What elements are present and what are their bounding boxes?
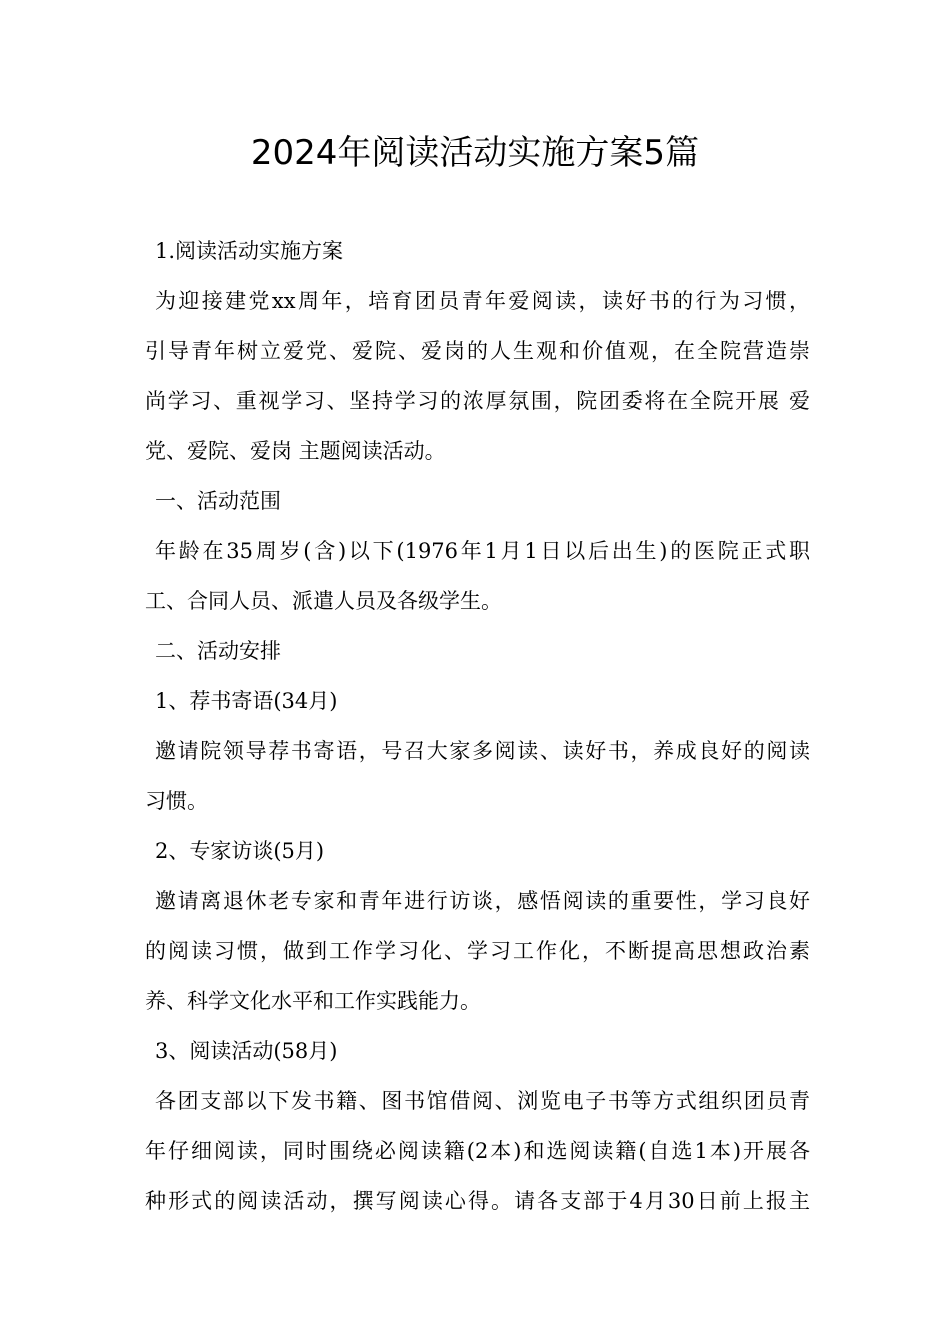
document-body [145,226,810,1226]
paragraph-line: 为迎接建党xx周年，培育团员青年爱阅读，读好书的行为习惯， [155,289,810,313]
paragraph-line: 党、爱院、爱岗 主题阅读活动。 [145,439,446,463]
paragraph-line: 邀请离退休老专家和青年进行访谈，感悟阅读的重要性，学习良好 [155,889,810,913]
section-heading: 二、活动安排 [155,639,281,663]
paragraph-line: 习惯。 [145,789,208,813]
paragraph-line: 工、合同人员、派遣人员及各级学生。 [145,589,502,613]
paragraph-line: 年龄在35周岁(含)以下(1976年1月1日以后出生)的医院正式职 [155,539,810,563]
paragraph-line: 尚学习、重视学习、坚持学习的浓厚氛围，院团委将在全院开展 爱 [145,389,810,413]
paragraph-line: 的阅读习惯，做到工作学习化、学习工作化，不断提高思想政治素 [145,939,810,963]
paragraph-line: 年仔细阅读，同时围绕必阅读籍(2本)和选阅读籍(自选1本)开展各 [145,1139,810,1163]
paragraph-line: 各团支部以下发书籍、图书馆借阅、浏览电子书等方式组织团员青 [155,1089,810,1113]
paragraph-line: 邀请院领导荐书寄语，号召大家多阅读、读好书，养成良好的阅读 [155,739,810,763]
paragraph-line: 种形式的阅读活动，撰写阅读心得。请各支部于4月30日前上报主 [145,1189,810,1213]
document-title: 2024年阅读活动实施方案5篇 [250,133,700,173]
section-heading: 2、专家访谈(5月) [155,839,325,863]
section-heading: 3、阅读活动(58月) [155,1039,338,1063]
paragraph-line: 引导青年树立爱党、爱院、爱岗的人生观和价值观，在全院营造崇 [145,339,810,363]
paragraph-line: 养、科学文化水平和工作实践能力。 [145,989,481,1013]
section-heading: 1.阅读活动实施方案 [155,239,344,263]
section-heading: 一、活动范围 [155,489,281,513]
section-heading: 1、荐书寄语(34月) [155,689,338,713]
